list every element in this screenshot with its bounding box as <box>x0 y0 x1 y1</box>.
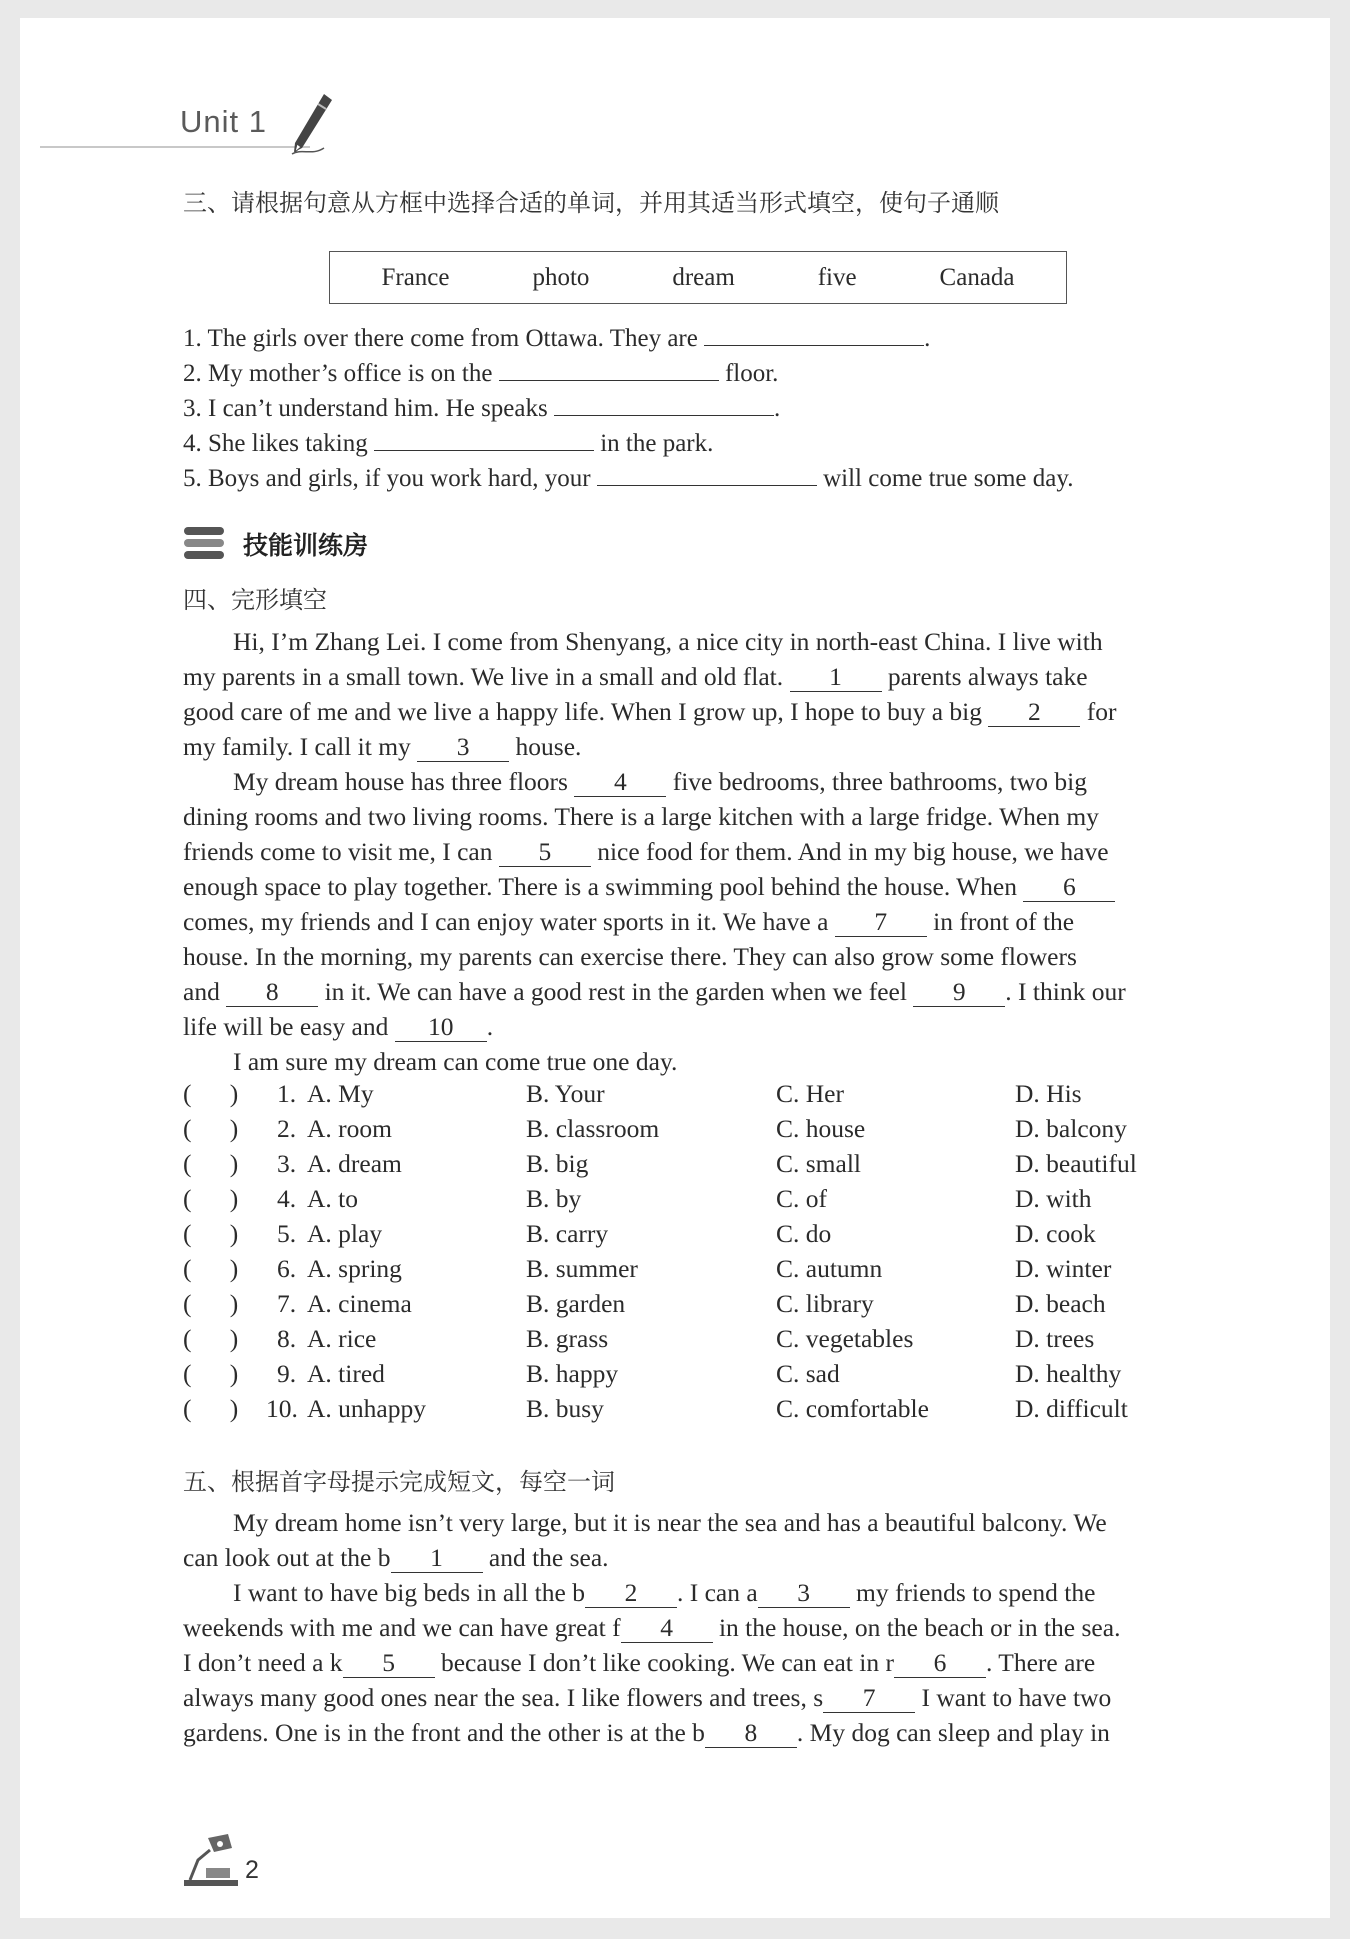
option-c[interactable]: C. comfortable <box>776 1394 929 1423</box>
option-d[interactable]: D. balcony <box>1015 1114 1127 1143</box>
pen-icon <box>288 92 334 158</box>
option-a[interactable]: A. spring <box>307 1254 402 1283</box>
skills-banner <box>183 525 368 563</box>
hint-blank[interactable]: 7 <box>823 1684 915 1713</box>
cloze-blank[interactable]: 5 <box>499 838 591 867</box>
option-c[interactable]: C. sad <box>776 1359 840 1388</box>
option-d[interactable]: D. His <box>1015 1079 1082 1108</box>
letter-hint-passage: My dream home isn’t very large, but it is near the sea and has a beautiful balcony. We can look out at the b 1 and the sea. I want to have big beds in all the b 2 . I can a 3 my friends to spend the weekends with me and we can have great f 4 in the house, on the beach or in the sea. I don’t need a k 5 because I don’t like cooking. We can eat in r 6 . There are always many good ones near the sea. I like flowers and trees, s 7 I want to have two gardens. One is in the front and the other is at the b 8 . My dog can sleep and play in <box>183 1508 1121 1747</box>
answer-paren[interactable]: ( ) <box>183 1289 239 1318</box>
answer-paren[interactable]: ( ) <box>183 1114 239 1143</box>
option-a[interactable]: A. tired <box>307 1359 385 1388</box>
answer-paren[interactable]: ( ) <box>183 1359 239 1388</box>
option-b[interactable]: B. garden <box>526 1289 626 1318</box>
hint-blank[interactable]: 2 <box>585 1579 677 1608</box>
answer-paren[interactable]: ( ) <box>183 1254 239 1283</box>
cloze-blank[interactable]: 2 <box>988 698 1080 727</box>
option-a[interactable]: A. rice <box>307 1324 377 1353</box>
answer-blank[interactable] <box>704 317 924 346</box>
option-a[interactable]: A. dream <box>307 1149 402 1178</box>
hint-blank[interactable]: 6 <box>894 1649 986 1678</box>
cloze-blank[interactable]: 3 <box>417 733 509 762</box>
answer-paren[interactable]: ( ) <box>183 1079 239 1108</box>
workbook-page: Unit 1 三、请根据句意从方框中选择合适的单词，并用其适当形式填空，使句子通顺 France photo dream five Canada 1. The girls over there come from Ottawa. They are . 2. My mother’s office is on the floor. 3. I can’t understand him. He speaks . 4. She likes taking in the park. 5. Boys and girls, if you work hard, your will come true some day. 技能训练房 四、完形填空 Hi, I’m Zhang Lei. I come from Shenyang, a nice city in north-east China. I live with my parents in a small town. We live in a small and old flat. 1 parents always take good care of me and we live a happy life. When I grow up, I hope to buy a big 2 for my family. I call it my 3 house. My dream house has three floors 4 five bedrooms, three bathrooms, two big dining rooms and two living rooms. There is a large kitchen with a large fridge. When my friends come to visit me, I can 5 nice food for them. And in my big house, we have enough space to play together. There is a swimming pool behind the house. When 6 comes, my friends and I can enjoy water sports in it. We have a 7 in front of the house. In the morning, my parents can exercise there. They can also grow some flowers and 8 in it. We can have a good rest in the garden when we feel 9 . I think our life will be easy and 10 . I am sure my dream can come true one day. ( ) 1. A. My B. Your C. Her D. His ( ) 2. A. room B. classroom C. house D. balcony ( ) 3. A. dream B. big C. small D. beautiful ( ) 4. A. to B. by C. of D. with ( ) 5. A. play B. carry C. do D. cook ( ) 6. A. spring B. summer C. autumn D. winter ( ) 7. A. cinema B. garden C. library D. beach ( ) 8. A. rice B. grass C. vegetables D. trees ( ) 9. A. tired B. happy C. sad D. healthy ( ) 10. A. unhappy B. busy C. comfortable D. difficult 五、根据首字母提示完成短文，每空一词 My dream home isn’t very large, but it is near the sea and has a beautiful balcony. We can look out at the b 1 and the sea. I want to have big beds in all the b 2 . I can a 3 my friends to spend the weekends with me and we can have great f 4 in the house, on the beach or in the sea. I don’t need a k 5 because I don’t like cooking. We can eat in r 6 . There are always many good ones near the sea. I like flowers and trees, s 7 I want to have two gardens. One is in the front and the other is at the b 8 . My dog can sleep and play in 2 <box>20 18 1330 1918</box>
option-d[interactable]: D. cook <box>1015 1219 1096 1248</box>
section5-title: 五、根据首字母提示完成短文，每空一词 <box>183 1468 615 1496</box>
cloze-blank[interactable]: 9 <box>913 978 1005 1007</box>
cloze-blank[interactable]: 1 <box>790 663 882 692</box>
hint-blank[interactable]: 5 <box>343 1649 435 1678</box>
answer-blank[interactable] <box>499 352 719 381</box>
answer-paren[interactable]: ( ) <box>183 1184 239 1213</box>
header-rule <box>40 146 310 148</box>
option-d[interactable]: D. beautiful <box>1015 1149 1137 1178</box>
option-a[interactable]: A. to <box>307 1184 358 1213</box>
option-b[interactable]: B. grass <box>526 1324 609 1353</box>
option-b[interactable]: B. by <box>526 1184 582 1213</box>
answer-paren[interactable]: ( ) <box>183 1394 239 1423</box>
answer-blank[interactable] <box>374 422 594 451</box>
option-a[interactable]: A. unhappy <box>307 1394 426 1423</box>
option-d[interactable]: D. trees <box>1015 1324 1095 1353</box>
option-d[interactable]: D. with <box>1015 1184 1092 1213</box>
hint-blank[interactable]: 8 <box>705 1719 797 1748</box>
option-a[interactable]: A. play <box>307 1219 383 1248</box>
s3-item-2: 2. My mother’s office is on the floor. <box>183 352 778 391</box>
hint-blank[interactable]: 4 <box>621 1614 713 1643</box>
option-b[interactable]: B. happy <box>526 1359 619 1388</box>
s3-item-3: 3. I can’t understand him. He speaks . <box>183 387 780 426</box>
cloze-blank[interactable]: 6 <box>1023 873 1115 902</box>
option-c[interactable]: C. vegetables <box>776 1324 914 1353</box>
skill-book-icon <box>183 525 227 563</box>
option-b[interactable]: B. carry <box>526 1219 609 1248</box>
option-b[interactable]: B. busy <box>526 1394 604 1423</box>
answer-paren[interactable]: ( ) <box>183 1219 239 1248</box>
cloze-passage: Hi, I’m Zhang Lei. I come from Shenyang, a nice city in north-east China. I live with my parents in a small town. We live in a small and old flat. 1 parents always take good care of me and we live a happy life. When I grow up, I hope to buy a big 2 for my family. I call it my 3 house. My dream house has three floors 4 five bedrooms, three bathrooms, two big dining rooms and two living rooms. There is a large kitchen with a large fridge. When my friends come to visit me, I can 5 nice food for them. And in my big house, we have enough space to play together. There is a swimming pool behind the house. When 6 comes, my friends and I can enjoy water sports in it. We have a 7 in front of the house. In the morning, my parents can exercise there. They can also grow some flowers and 8 in it. We can have a good rest in the garden when we feel 9 . I think our life will be easy and 10 . I am sure my dream can come true one day. <box>183 627 1126 1076</box>
option-d[interactable]: D. difficult <box>1015 1394 1128 1423</box>
option-a[interactable]: A. cinema <box>307 1289 412 1318</box>
word-box-item: France <box>381 263 450 291</box>
answer-blank[interactable] <box>597 457 817 486</box>
option-b[interactable]: B. big <box>526 1149 589 1178</box>
desk-lamp-icon <box>180 1830 242 1888</box>
option-c[interactable]: C. house <box>776 1114 866 1143</box>
cloze-blank[interactable]: 8 <box>226 978 318 1007</box>
option-c[interactable]: C. do <box>776 1219 832 1248</box>
skills-label: 技能训练房 <box>243 531 369 560</box>
option-b[interactable]: B. classroom <box>526 1114 660 1143</box>
s3-item-1: 1. The girls over there come from Ottawa. They are . <box>183 317 930 356</box>
cloze-blank[interactable]: 10 <box>395 1013 487 1042</box>
page-number: 2 <box>245 1856 259 1884</box>
word-box-item: Canada <box>939 263 1015 291</box>
s3-item-4: 4. She likes taking in the park. <box>183 422 713 461</box>
option-c[interactable]: C. autumn <box>776 1254 883 1283</box>
option-c[interactable]: C. library <box>776 1289 874 1318</box>
answer-paren[interactable]: ( ) <box>183 1149 239 1178</box>
option-c[interactable]: C. Her <box>776 1079 844 1108</box>
option-a[interactable]: A. room <box>307 1114 392 1143</box>
unit-title: Unit 1 <box>180 104 267 139</box>
hint-blank[interactable]: 1 <box>391 1544 483 1573</box>
word-box-item: photo <box>532 263 590 291</box>
option-c[interactable]: C. small <box>776 1149 862 1178</box>
section4-title: 四、完形填空 <box>183 586 327 614</box>
word-box-item: five <box>817 263 857 291</box>
option-a[interactable]: A. My <box>307 1079 374 1108</box>
option-b[interactable]: B. summer <box>526 1254 638 1283</box>
option-d[interactable]: D. healthy <box>1015 1359 1122 1388</box>
option-d[interactable]: D. winter <box>1015 1254 1112 1283</box>
option-b[interactable]: B. Your <box>526 1079 605 1108</box>
s3-item-5: 5. Boys and girls, if you work hard, your will come true some day. <box>183 457 1073 496</box>
word-box <box>329 251 1067 304</box>
hint-blank[interactable]: 3 <box>758 1579 850 1608</box>
cloze-blank[interactable]: 4 <box>574 768 666 797</box>
word-box-item: dream <box>672 263 735 291</box>
option-d[interactable]: D. beach <box>1015 1289 1106 1318</box>
answer-paren[interactable]: ( ) <box>183 1324 239 1353</box>
cloze-blank[interactable]: 7 <box>835 908 927 937</box>
answer-blank[interactable] <box>554 387 774 416</box>
option-c[interactable]: C. of <box>776 1184 827 1213</box>
section3-title: 三、请根据句意从方框中选择合适的单词，并用其适当形式填空，使句子通顺 <box>183 189 999 217</box>
